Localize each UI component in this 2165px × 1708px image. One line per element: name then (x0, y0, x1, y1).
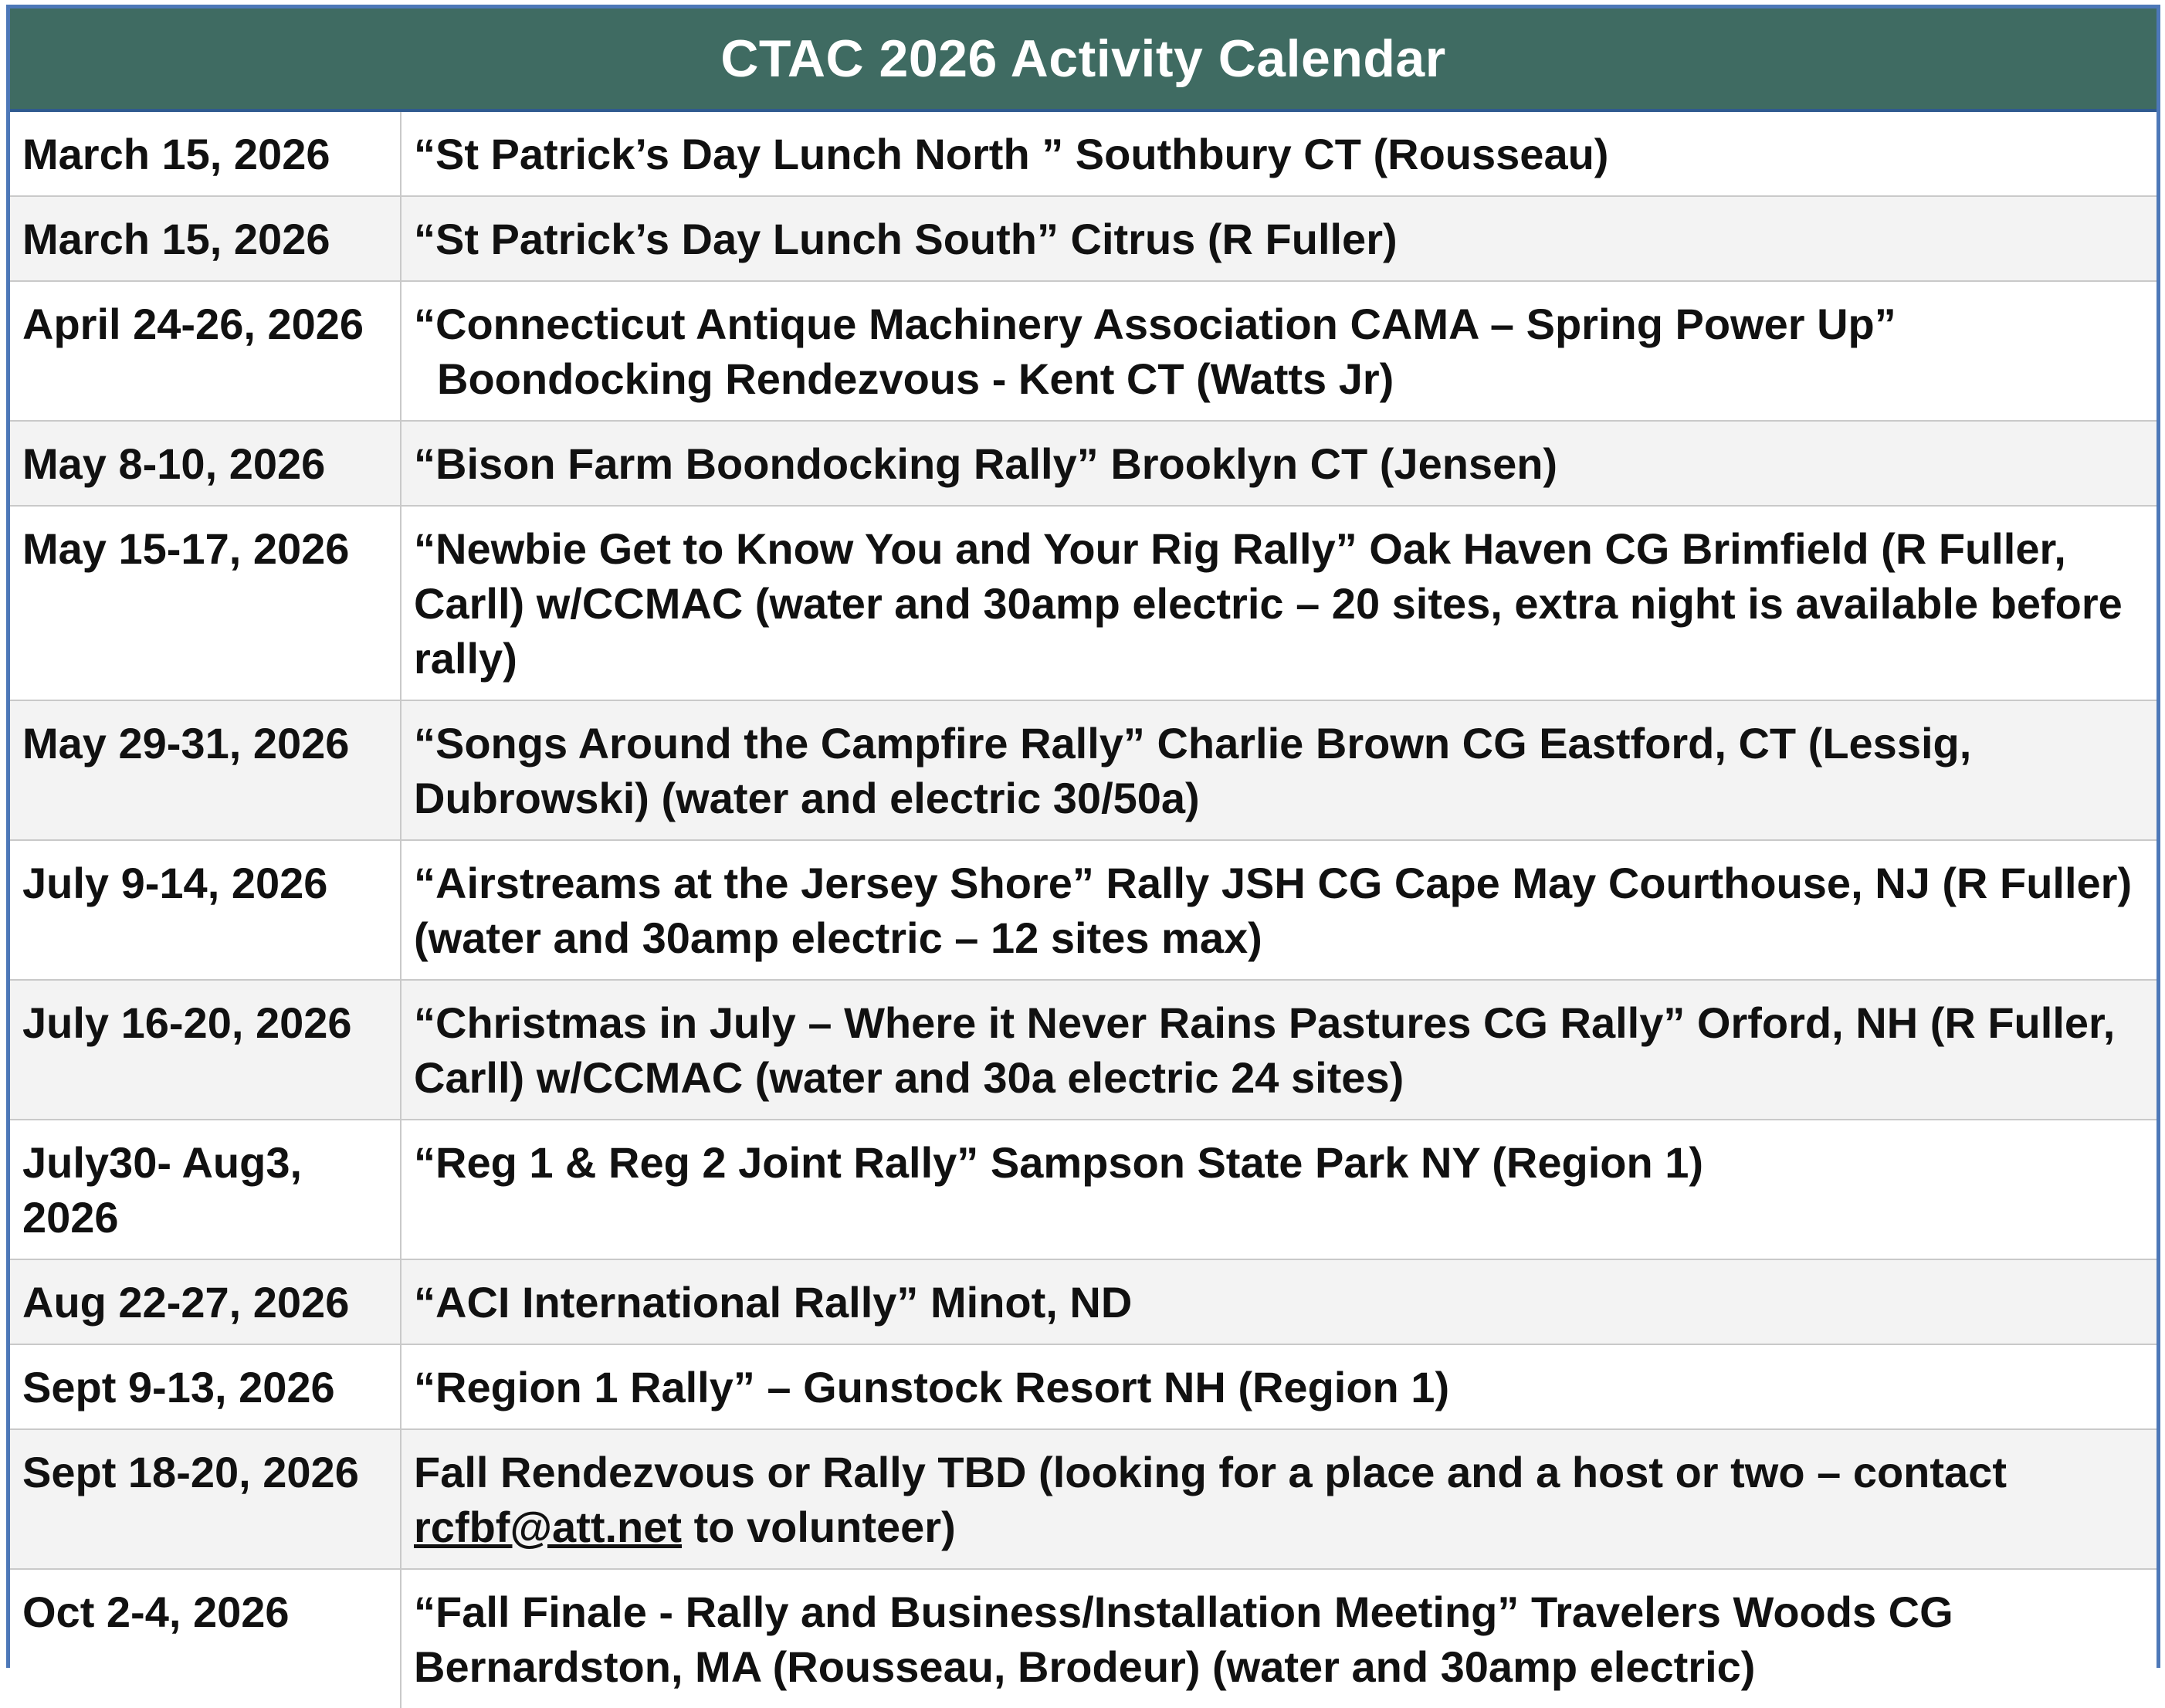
calendar-header (10, 8, 2157, 112)
event-date: Aug 22-27, 2026 (10, 1259, 401, 1344)
table-row (10, 700, 2157, 840)
event-description-line: Boondocking Rendezvous - Kent CT (Watts Jr) (437, 354, 1394, 403)
activity-calendar (6, 5, 2160, 1691)
table-row (10, 840, 2157, 980)
event-date: March 15, 2026 (10, 196, 401, 281)
contact-email-link[interactable]: rcfbf@att.net (414, 1503, 683, 1551)
table-row (10, 1569, 2157, 1708)
event-description: “Region 1 Rally” – Gunstock Resort NH (Region 1) (401, 1344, 2157, 1429)
table-row (10, 506, 2157, 700)
event-date: May 15-17, 2026 (10, 506, 401, 700)
event-date: May 29-31, 2026 (10, 700, 401, 840)
event-description: “Fall Finale - Rally and Business/Installation Meeting” Travelers Woods CG Bernardston, MA (Rousseau, Brodeur) (water and 30amp electric) (401, 1569, 2157, 1708)
event-description: “Songs Around the Campfire Rally” Charlie Brown CG Eastford, CT (Lessig, Dubrowski) (water and electric 30/50a) (401, 700, 2157, 840)
event-date: July 9-14, 2026 (10, 840, 401, 980)
event-description: “Christmas in July – Where it Never Rains Pastures CG Rally” Orford, NH (R Fuller, Carll) w/CCMAC (water and 30a electric 24 sites) (401, 980, 2157, 1120)
event-description: “St Patrick’s Day Lunch South” Citrus (R Fuller) (401, 196, 2157, 281)
event-description-text: to volunteer) (682, 1503, 956, 1551)
event-description: “St Patrick’s Day Lunch North ” Southbury CT (Rousseau) (401, 112, 2157, 196)
event-date: April 24-26, 2026 (10, 281, 401, 421)
event-date: July 16-20, 2026 (10, 980, 401, 1120)
table-row (10, 281, 2157, 421)
table-row (10, 421, 2157, 506)
event-description: “Newbie Get to Know You and Your Rig Rally” Oak Haven CG Brimfield (R Fuller, Carll) w/CCMAC (water and 30amp electric – 20 sites, extra night is available before rally) (401, 506, 2157, 700)
event-description: “ACI International Rally” Minot, ND (401, 1259, 2157, 1344)
calendar-title: CTAC 2026 Activity Calendar (720, 29, 1446, 88)
calendar-table (10, 112, 2157, 1708)
event-date: July30- Aug3, 2026 (10, 1120, 401, 1259)
event-description (401, 1429, 2157, 1569)
table-row (10, 112, 2157, 196)
event-description-text: Fall Rendezvous or Rally TBD (looking for a place and a host or two – contact (414, 1448, 2007, 1496)
event-date: Oct 2-4, 2026 (10, 1569, 401, 1708)
event-description: “Airstreams at the Jersey Shore” Rally JSH CG Cape May Courthouse, NJ (R Fuller) (water and 30amp electric – 12 sites max) (401, 840, 2157, 980)
table-row (10, 1120, 2157, 1259)
table-row (10, 1344, 2157, 1429)
event-date: May 8-10, 2026 (10, 421, 401, 506)
event-description: “Bison Farm Boondocking Rally” Brooklyn CT (Jensen) (401, 421, 2157, 506)
table-row (10, 1429, 2157, 1569)
event-description: “Reg 1 & Reg 2 Joint Rally” Sampson State Park NY (Region 1) (401, 1120, 2157, 1259)
table-row (10, 980, 2157, 1120)
event-date: Sept 18-20, 2026 (10, 1429, 401, 1569)
event-date: March 15, 2026 (10, 112, 401, 196)
event-description (401, 281, 2157, 421)
event-date: Sept 9-13, 2026 (10, 1344, 401, 1429)
event-description-line: “Connecticut Antique Machinery Association CAMA – Spring Power Up” (414, 300, 1896, 348)
table-row (10, 196, 2157, 281)
table-row (10, 1259, 2157, 1344)
